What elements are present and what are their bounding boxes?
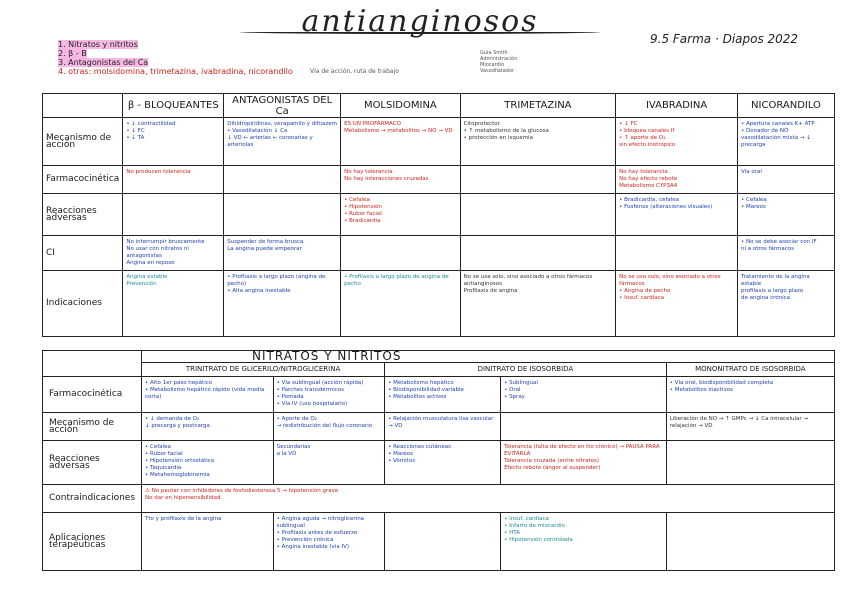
table-cell: Liberación de NO → ↑ GMPc → ↓ Ca intracelular → relajación → VD bbox=[666, 413, 834, 441]
table-row bbox=[43, 513, 835, 571]
table-cell: • Metabolismo hepático • Biodisponibilidad variable • Metabolitos activos bbox=[385, 377, 501, 413]
table-cell bbox=[666, 441, 834, 485]
table-cell: Dihidropiridinas, verapamilo y diltiazem • Vasodilatación ↓ Ca ↓ VD ← arterias ← coronarias y arteriolas bbox=[224, 118, 341, 166]
corner-cell bbox=[43, 94, 123, 118]
table-cell: Vía oral bbox=[737, 166, 834, 194]
header-note: 9.5 Farma · Diapos 2022 bbox=[650, 32, 799, 46]
table-cell bbox=[616, 236, 738, 271]
table-cell: • Apertura canales K+ ATP • Donador de NO vasodilatación mixta → ↓ precarga bbox=[737, 118, 834, 166]
table-cell bbox=[123, 194, 224, 236]
col-calcium-antagonists: ANTAGONISTAS DEL Ca bbox=[224, 94, 341, 118]
table-cell: • Bradicardia, cefalea • Fosfenos (alteraciones visuales) bbox=[616, 194, 738, 236]
subhead-isosorbide-dinitrate: DINITRATO DE ISOSORBIDA bbox=[385, 363, 667, 377]
table-cell: No producen tolerancia bbox=[123, 166, 224, 194]
table-cell: No hay tolerancia No hay efecto rebote Metabolismo CYP3A4 bbox=[616, 166, 738, 194]
row-label: Contraindicaciones bbox=[43, 485, 142, 513]
table-cell: • Profilaxis a largo plazo de angina de pecho bbox=[341, 271, 461, 337]
table-cell: • Cefalea • Rubor facial • Hipotensión ortostática • Taquicardia • Metahemoglobinemia bbox=[142, 441, 274, 485]
table-cell: Tratamiento de la angina estable profilaxis a largo plazo de angina crónica bbox=[737, 271, 834, 337]
table-cell: • ↓ FC • bloquea canales If • ↑ aporte de O₂ sin efecto inotrópico bbox=[616, 118, 738, 166]
table-cell: • Alto 1er paso hepático • Metabolismo hepático rápido (vida media corta) bbox=[142, 377, 274, 413]
table-cell: • Insuf. cardíaca • Infarto de miocardio • HTA • Hipotensión controlada bbox=[501, 513, 667, 571]
index-item: 3. Antagonistas del Ca bbox=[58, 58, 149, 67]
row-label: CI bbox=[43, 236, 123, 271]
subhead-isosorbide-mononitrate: MONONITRATO DE ISOSORBIDA bbox=[666, 363, 834, 377]
table-cell bbox=[460, 166, 616, 194]
table-cell bbox=[385, 513, 501, 571]
mini-brace-item: Administración bbox=[480, 56, 518, 62]
table-cell bbox=[460, 194, 616, 236]
antianginal-drugs-table bbox=[42, 93, 835, 337]
table-row bbox=[43, 377, 835, 413]
table-cell bbox=[460, 236, 616, 271]
table-cell: • Cefalea • Hipotensión • Rubor facial • Bradicardia bbox=[341, 194, 461, 236]
table-cell: ⚠ No pautar con inhibidores de fosfodiesterasa 5 → hipotensión grave No dar en hipersensibilidad bbox=[142, 485, 835, 513]
table-row bbox=[43, 236, 835, 271]
mini-brace-list bbox=[480, 50, 517, 74]
table-row bbox=[43, 271, 835, 337]
col-nicorandil: NICORANDILO bbox=[737, 94, 834, 118]
table-cell bbox=[341, 236, 461, 271]
table-cell: Tolerancia (falta de efecto en tto crónico) → PAUSA PARA EVITARLA Tolerancia cruzada (entre nitratos) Efecto rebote (ángor al suspender) bbox=[501, 441, 667, 485]
index-list bbox=[58, 40, 293, 76]
table-cell: ES UN PROFÁRMACO Metabolismo → metabolitos → NO → VD bbox=[341, 118, 461, 166]
table-cell: Suspender de forma brusca La angina puede empeorar bbox=[224, 236, 341, 271]
table-cell: • No se debe asociar con IF ni a otros fármacos bbox=[737, 236, 834, 271]
table-cell bbox=[666, 513, 834, 571]
table-cell: • Aporte de O₂ → redistribución del flujo coronario bbox=[273, 413, 385, 441]
table-cell: • Relajación musculatura lisa vascular → VD bbox=[385, 413, 501, 441]
nitrates-heading: NITRATOS Y NITRITOS bbox=[142, 351, 835, 363]
row-label: Indicaciones bbox=[43, 271, 123, 337]
table-cell: • ↓ contractilidad • ↓ FC • ↓ TA bbox=[123, 118, 224, 166]
subhead-nitroglycerin: TRINITRATO DE GLICERILO/NITROGLICERINA bbox=[142, 363, 385, 377]
title-underline bbox=[240, 30, 600, 34]
nitrates-subhead-row bbox=[43, 363, 835, 377]
index-item: 2. β - B bbox=[58, 49, 87, 58]
table-row bbox=[43, 166, 835, 194]
col-trimetazine: TRIMETAZINA bbox=[460, 94, 616, 118]
table-cell: Angina estable Prevención bbox=[123, 271, 224, 337]
nitrates-table bbox=[42, 350, 835, 571]
table-cell: • Reacciones cutáneas • Mareos • Vómitos bbox=[385, 441, 501, 485]
row-label: Aplicaciones terapéuticas bbox=[43, 513, 142, 571]
table-row bbox=[43, 118, 835, 166]
table-cell: Secundarias a la VD bbox=[273, 441, 385, 485]
table-row bbox=[43, 413, 835, 441]
table-cell: • Angina aguda → nitroglicerina sublingual • Profilaxis antes de esfuerzo • Prevención crónica • Angina inestable (vía IV) bbox=[273, 513, 385, 571]
index-item: 1. Nitratos y nitritos bbox=[58, 40, 138, 49]
col-molsidomine: MOLSIDOMINA bbox=[341, 94, 461, 118]
table-cell: No se usa solo, sino asociado a otros fármacos • Angina de pecho • Insuf. cardíaca bbox=[616, 271, 738, 337]
table-row bbox=[43, 194, 835, 236]
table-header-row bbox=[43, 94, 835, 118]
mini-brace-item: Vasodilatador bbox=[480, 68, 515, 74]
row-label: Mecanismo de acción bbox=[43, 413, 142, 441]
table-cell bbox=[501, 413, 667, 441]
table-cell: No se usa solo, sino asociado a otros fármacos antianginosos Profilaxis de angina bbox=[460, 271, 616, 337]
table-cell: No interrumpir bruscamente No usar con nitratos ni antagonistas Angina en reposo bbox=[123, 236, 224, 271]
mini-brace-item: Miocardio bbox=[480, 62, 505, 68]
nitrates-heading-row bbox=[43, 351, 835, 363]
col-beta-blockers: β - BLOQUEANTES bbox=[123, 94, 224, 118]
row-label: Mecanismo de acción bbox=[43, 118, 123, 166]
table-cell: • Vía sublingual (acción rápida) • Parches transdérmicos • Pomada • Vía IV (uso hospitalario) bbox=[273, 377, 385, 413]
index-item: 4. otras: molsidomina, trimetazina, ivabradina, nicorandilo bbox=[58, 67, 293, 76]
table-cell: • ↓ demanda de O₂ ↓ precarga y postcarga bbox=[142, 413, 274, 441]
table-row bbox=[43, 485, 835, 513]
mini-brace-item: Guía Smith bbox=[480, 50, 508, 56]
table-cell: • Vía oral, biodisponibilidad completa • Metabolitos inactivos bbox=[666, 377, 834, 413]
table-cell: Tto y profilaxis de la angina bbox=[142, 513, 274, 571]
table-row bbox=[43, 441, 835, 485]
table-cell bbox=[224, 166, 341, 194]
table-cell: • Profilaxis a largo plazo (angina de pecho) • Alta angina inestable bbox=[224, 271, 341, 337]
table-cell: Citoprotector • ↑ metabolismo de la glucosa • protección en isquemia bbox=[460, 118, 616, 166]
row-label: Farmacocinética bbox=[43, 377, 142, 413]
corner-cell bbox=[43, 351, 142, 363]
col-ivabradine: IVABRADINA bbox=[616, 94, 738, 118]
table-cell: • Cefalea • Mareos bbox=[737, 194, 834, 236]
row-label: Farmacocinética bbox=[43, 166, 123, 194]
table-cell bbox=[224, 194, 341, 236]
table-cell: • Sublingual • Oral • Spray bbox=[501, 377, 667, 413]
table-cell: No hay tolerancia No hay interacciones cruzadas bbox=[341, 166, 461, 194]
corner-cell bbox=[43, 363, 142, 377]
page-title: antianginosos bbox=[301, 4, 539, 39]
row-label: Reacciones adversas bbox=[43, 441, 142, 485]
side-note: Vía de acción, ruta de trabajo bbox=[310, 68, 399, 75]
row-label: Reacciones adversas bbox=[43, 194, 123, 236]
